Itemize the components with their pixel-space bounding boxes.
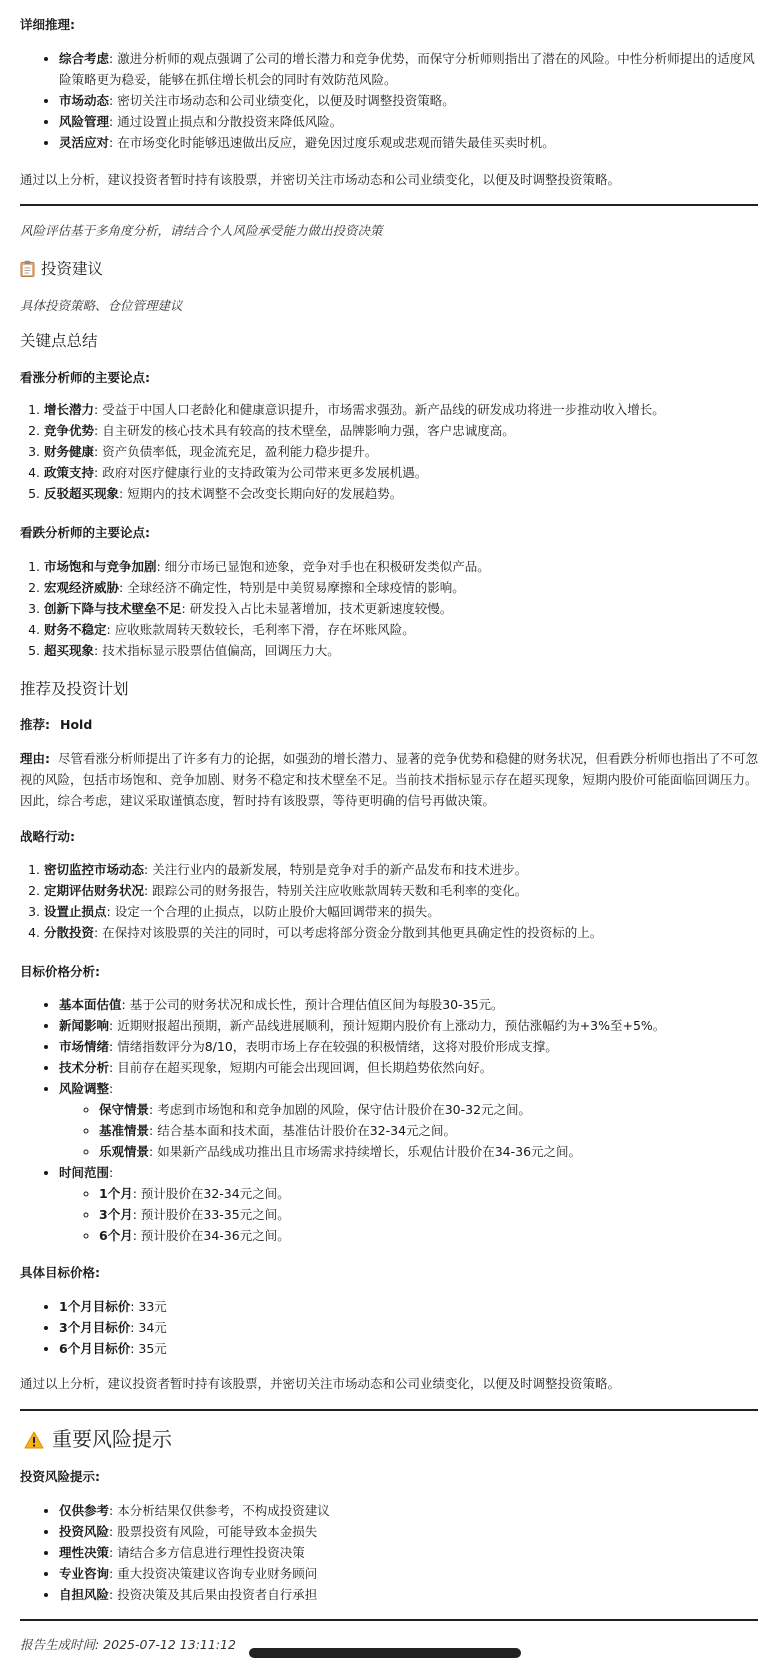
list-item: • 灵活应对: 在市场变化时能够迅速做出反应，避免因过度乐观或悲观而错失最佳买卖时机。	[59, 132, 759, 153]
list-item: • 自担风险: 投资决策及其后果由投资者自行承担	[59, 1584, 759, 1605]
clipboard-icon	[20, 260, 35, 284]
list-item: • 风险管理: 通过设置止损点和分散投资来降低风险。	[59, 111, 759, 132]
list-item: ◦ 3个月: 预计股价在33-35元之间。	[99, 1204, 759, 1225]
list-item: ◦ 基准情景: 结合基本面和技术面，基准估计股价在32-34元之间。	[99, 1120, 759, 1141]
detail-heading: 详细推理:	[20, 17, 75, 32]
list-item: • 风险调整: ◦ 保守情景: 考虑到市场饱和和竞争加剧的风险，保守估计股价在30-32元之间。 ◦ 基准情景: 结合基本面和技术面，基准估计股价在32-34元之间。 ◦ 乐观情景: 如果新产品线成功推出且市场需求持续增长，乐观估计股价在34-36元之间。	[59, 1078, 759, 1162]
list-item: 5. 超买现象: 技术指标显示股票估值偏高，回调压力大。	[44, 640, 758, 661]
list-item: • 新闻影响: 近期财报超出预期，新产品线进展顺利，预计短期内股价有上涨动力，预估涨幅约为+3%至+5%。	[59, 1015, 759, 1036]
list-item: 4. 财务不稳定: 应收账款周转天数较长，毛利率下滑，存在坏账风险。	[44, 619, 758, 640]
advice-subtitle: 具体投资策略、仓位管理建议	[20, 298, 183, 313]
warning-list	[20, 1500, 759, 1605]
list-item: 1. 增长潜力: 受益于中国人口老龄化和健康意识提升，市场需求强劲。新产品线的研发成功将进一步推动收入增长。	[44, 399, 758, 420]
recommendation	[20, 714, 92, 735]
home-indicator[interactable]	[249, 1648, 521, 1658]
advice-title: 投资建议	[41, 260, 104, 278]
warning-icon	[24, 1428, 44, 1456]
list-item: • 1个月目标价: 33元	[59, 1296, 759, 1317]
target-conclusion: 通过以上分析，建议投资者暂时持有该股票，并密切关注市场动态和公司业绩变化，以便及时调整投资策略。	[20, 1376, 621, 1391]
detail-conclusion: 通过以上分析，建议投资者暂时持有该股票，并密切关注市场动态和公司业绩变化，以便及时调整投资策略。	[20, 172, 621, 187]
list-item: ◦ 保守情景: 考虑到市场饱和和竞争加剧的风险，保守估计股价在30-32元之间。	[99, 1099, 759, 1120]
list-item: 4. 政策支持: 政府对医疗健康行业的支持政策为公司带来更多发展机遇。	[44, 462, 758, 483]
reason-label: 理由:	[20, 751, 50, 766]
list-item: 1. 密切监控市场动态: 关注行业内的最新发展，特别是竞争对手的新产品发布和技术进步。	[44, 859, 758, 880]
advice-heading	[20, 257, 103, 284]
list-item: • 专业咨询: 重大投资决策建议咨询专业财务顾问	[59, 1563, 759, 1584]
bull-list	[20, 399, 758, 504]
list-item: • 基本面估值: 基于公司的财务状况和成长性，预计合理估值区间为每股30-35元。	[59, 994, 759, 1015]
target-list	[20, 994, 759, 1246]
list-item: • 时间范围: ◦ 1个月: 预计股价在32-34元之间。 ◦ 3个月: 预计股价在33-35元之间。 ◦ 6个月: 预计股价在34-36元之间。	[59, 1162, 759, 1246]
reason	[20, 748, 758, 811]
risk-adjust-list	[59, 1099, 759, 1162]
action-heading: 战略行动:	[20, 829, 75, 844]
divider	[20, 1409, 758, 1411]
list-item: 3. 财务健康: 资产负债率低，现金流充足，盈利能力稳步提升。	[44, 441, 758, 462]
target-heading: 目标价格分析:	[20, 964, 100, 979]
list-item: ◦ 6个月: 预计股价在34-36元之间。	[99, 1225, 759, 1246]
reason-text: 尽管看涨分析师提出了许多有力的论据，如强劲的增长潜力、显著的竞争优势和稳健的财务状况，但看跌分析师也指出了不可忽视的风险，包括市场饱和、竞争加剧、财务不稳定和技术壁垒不足。当前技术指标显示存在超买现象，短期内股价可能面临回调压力。因此，综合考虑，建议采取谨慎态度，暂时持有该股票，等待更明确的信号再做决策。	[20, 751, 758, 808]
list-item: 3. 创新下降与技术壁垒不足: 研发投入占比未显著增加，技术更新速度较慢。	[44, 598, 758, 619]
list-item: 1. 市场饱和与竞争加剧: 细分市场已显饱和迹象，竞争对手也在积极研发类似产品。	[44, 556, 758, 577]
bull-heading: 看涨分析师的主要论点:	[20, 370, 150, 385]
warning-heading	[24, 1425, 172, 1456]
list-item: • 6个月目标价: 35元	[59, 1338, 759, 1359]
list-item: 2. 竞争优势: 自主研发的核心技术具有较高的技术壁垒，品牌影响力强，客户忠诚度高。	[44, 420, 758, 441]
recommendation-label: 推荐:	[20, 717, 50, 732]
detail-list	[20, 48, 759, 153]
list-item: • 市场情绪: 情绪指数评分为8/10，表明市场上存在较强的积极情绪，这将对股价形成支撑。	[59, 1036, 759, 1057]
time-range-list	[59, 1183, 759, 1246]
list-item: 4. 分散投资: 在保持对该股票的关注的同时，可以考虑将部分资金分散到其他更具确定性的投资标的上。	[44, 922, 758, 943]
specific-target-list	[20, 1296, 759, 1359]
list-item: ◦ 乐观情景: 如果新产品线成功推出且市场需求持续增长，乐观估计股价在34-36元之间。	[99, 1141, 759, 1162]
list-item: • 市场动态: 密切关注市场动态和公司业绩变化，以便及时调整投资策略。	[59, 90, 759, 111]
list-item: 2. 定期评估财务状况: 跟踪公司的财务报告，特别关注应收账款周转天数和毛利率的变化。	[44, 880, 758, 901]
list-item: • 理性决策: 请结合多方信息进行理性投资决策	[59, 1542, 759, 1563]
list-item: • 投资风险: 股票投资有风险，可能导致本金损失	[59, 1521, 759, 1542]
key-points-title: 关键点总结	[20, 332, 98, 350]
list-item: 3. 设置止损点: 设定一个合理的止损点，以防止股价大幅回调带来的损失。	[44, 901, 758, 922]
divider	[20, 204, 758, 206]
plan-title: 推荐及投资计划	[20, 680, 129, 698]
recommendation-value: Hold	[59, 717, 93, 732]
list-item: • 3个月目标价: 34元	[59, 1317, 759, 1338]
divider	[20, 1619, 758, 1621]
list-item: • 仅供参考: 本分析结果仅供参考，不构成投资建议	[59, 1500, 759, 1521]
report-timestamp: 报告生成时间: 2025-07-12 13:11:12	[20, 1637, 236, 1652]
risk-note: 风险评估基于多角度分析，请结合个人风险承受能力做出投资决策	[20, 223, 383, 238]
specific-target-heading: 具体目标价格:	[20, 1265, 100, 1280]
list-item: ◦ 1个月: 预计股价在32-34元之间。	[99, 1183, 759, 1204]
warning-subheading: 投资风险提示:	[20, 1469, 100, 1484]
warning-title: 重要风险提示	[52, 1427, 172, 1451]
list-item: 2. 宏观经济威胁: 全球经济不确定性，特别是中美贸易摩擦和全球疫情的影响。	[44, 577, 758, 598]
list-item: • 技术分析: 目前存在超买现象，短期内可能会出现回调，但长期趋势依然向好。	[59, 1057, 759, 1078]
list-item: 5. 反驳超买现象: 短期内的技术调整不会改变长期向好的发展趋势。	[44, 483, 758, 504]
bear-list	[20, 556, 758, 661]
list-item: • 综合考虑: 激进分析师的观点强调了公司的增长潜力和竞争优势，而保守分析师则指出了潜在的风险。中性分析师提出的适度风险策略更为稳妥，能够在抓住增长机会的同时有效防范风险。	[59, 48, 759, 90]
bear-heading: 看跌分析师的主要论点:	[20, 525, 150, 540]
action-list	[20, 859, 758, 943]
